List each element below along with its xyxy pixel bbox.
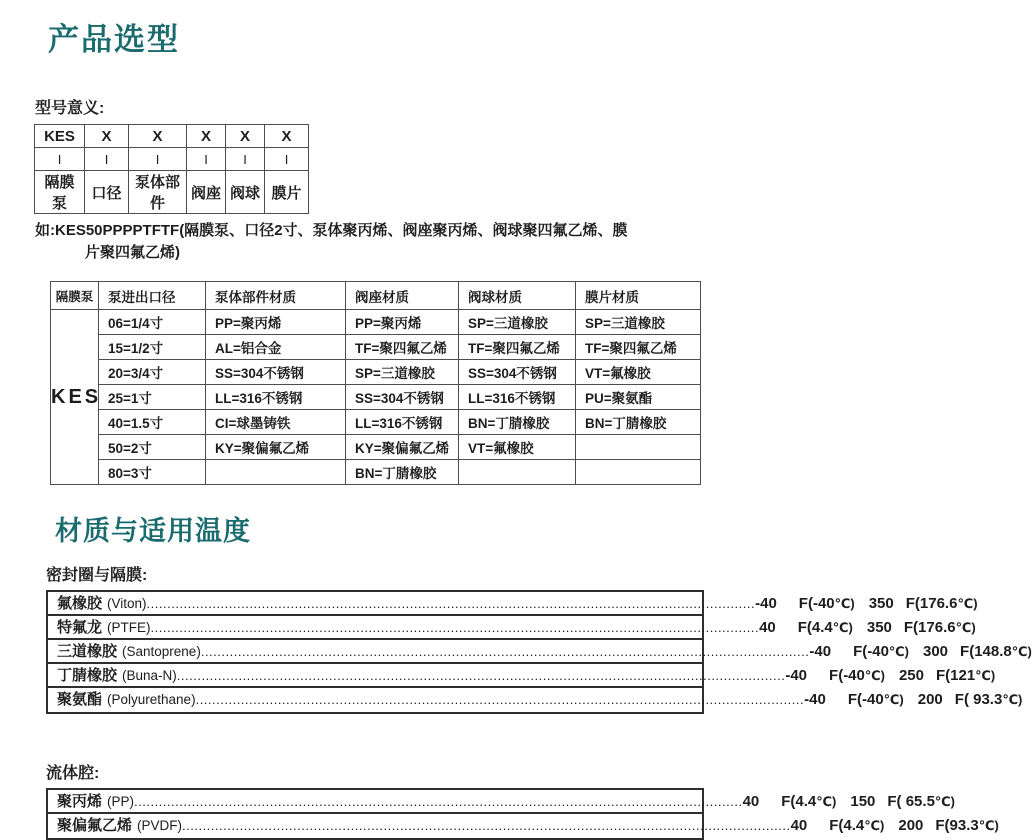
- min-temp-fahrenheit: -40: [809, 643, 832, 660]
- selection-table: [50, 281, 701, 485]
- series-code-cell: KES: [51, 310, 99, 485]
- selection-cell: 15=1/2寸: [99, 335, 206, 360]
- dotted-leader: [151, 616, 760, 639]
- material-name-en: (Buna-N): [122, 668, 177, 683]
- selection-header-cell: 泵进出口径: [99, 282, 206, 310]
- min-temp-celsius: F(-40: [847, 691, 884, 708]
- selection-cell: TF=聚四氟乙烯: [346, 335, 459, 360]
- celsius-unit: ℃): [975, 668, 996, 683]
- seal-membrane-label: 密封圈与隔膜:: [46, 567, 148, 584]
- dotted-leader: [177, 664, 786, 687]
- selection-cell: LL=316不锈钢: [206, 385, 346, 410]
- min-temp-celsius: F(-40: [829, 667, 865, 684]
- model-code-cell: X: [187, 125, 226, 148]
- celsius-unit: ℃): [934, 794, 955, 809]
- model-name-cell: 泵体部件: [129, 171, 187, 214]
- temp-row: [48, 688, 1023, 712]
- selection-cell: 20=3/4寸: [99, 360, 206, 385]
- max-temp-fahrenheit: 200: [898, 817, 924, 834]
- max-temp-celsius: F(176.6: [903, 619, 956, 636]
- min-temp-celsius: F(-40: [798, 595, 835, 612]
- selection-cell: AL=铝合金: [206, 335, 346, 360]
- model-code-cell: X: [129, 125, 187, 148]
- max-temp-celsius: F(176.6: [905, 595, 958, 612]
- selection-cell: TF=聚四氟乙烯: [459, 335, 576, 360]
- material-name-en: (PP): [107, 794, 135, 809]
- dotted-leader: [196, 688, 805, 711]
- celsius-unit: ℃): [1002, 692, 1023, 707]
- celsius-unit: ℃): [816, 794, 837, 809]
- model-code-cell: KES: [35, 125, 85, 148]
- temp-row: [48, 592, 978, 616]
- selection-cell: PP=聚丙烯: [346, 310, 459, 335]
- max-temp-fahrenheit: 350: [866, 619, 892, 636]
- catalog-page: [0, 14, 1032, 834]
- selection-cell: SP=三道橡胶: [459, 310, 576, 335]
- dotted-leader: [147, 592, 756, 615]
- max-temp-fahrenheit: 300: [923, 643, 949, 660]
- selection-cell: [206, 460, 346, 485]
- material-name-cn: 三道橡胶: [57, 643, 118, 660]
- min-temp-celsius: F(4.4: [781, 793, 817, 810]
- selection-cell: CI=球墨铸铁: [206, 410, 346, 435]
- selection-header-cell: 膜片材质: [576, 282, 701, 310]
- selection-cell: SP=三道橡胶: [576, 310, 701, 335]
- min-temp-fahrenheit: -40: [785, 667, 808, 684]
- material-name-en: (Viton): [107, 596, 147, 611]
- selection-cell: 40=1.5寸: [99, 410, 206, 435]
- model-pipe-row: [35, 148, 309, 171]
- selection-cell: SP=三道橡胶: [346, 360, 459, 385]
- model-code-row: [35, 125, 309, 148]
- selection-cell: KY=聚偏氟乙烯: [346, 435, 459, 460]
- max-temp-fahrenheit: 350: [868, 595, 894, 612]
- material-name-cn: 聚偏氟乙烯: [57, 817, 133, 834]
- max-temp-celsius: F(93.3: [935, 817, 979, 834]
- min-temp-fahrenheit: -40: [804, 691, 826, 708]
- model-name-cell: 膜片: [265, 171, 309, 214]
- selection-cell: BN=丁腈橡胶: [459, 410, 576, 435]
- celsius-unit: ℃): [1011, 644, 1032, 659]
- selection-header-cell: 泵体部件材质: [206, 282, 346, 310]
- celsius-unit: ℃): [955, 620, 976, 635]
- selection-cell: [576, 460, 701, 485]
- selection-cell: [459, 460, 576, 485]
- min-temp-celsius: F(-40: [853, 643, 889, 660]
- celsius-unit: ℃): [883, 692, 904, 707]
- celsius-unit: ℃): [888, 644, 909, 659]
- selection-cell: PU=聚氨酯: [576, 385, 701, 410]
- selection-header-cell: 隔膜泵: [51, 282, 99, 310]
- min-temp-fahrenheit: -40: [755, 595, 777, 612]
- model-name-cell: 口径: [85, 171, 129, 214]
- material-name-cn: 特氟龙: [57, 619, 103, 636]
- min-temp-fahrenheit: 40: [790, 817, 808, 834]
- model-code-cell: X: [226, 125, 265, 148]
- selection-cell: 25=1寸: [99, 385, 206, 410]
- selection-cell: LL=316不锈钢: [346, 410, 459, 435]
- temp-row: [48, 616, 976, 640]
- seal-temperature-table: [46, 590, 1032, 714]
- selection-row: [51, 335, 701, 360]
- material-name-cn: 氟橡胶: [57, 595, 103, 612]
- model-code-cell: X: [85, 125, 129, 148]
- max-temp-celsius: F(121: [935, 667, 976, 684]
- dotted-leader: [134, 790, 743, 813]
- material-name-cn: 聚氨酯: [57, 691, 103, 708]
- selection-cell: 06=1/4寸: [99, 310, 206, 335]
- selection-cell: TF=聚四氟乙烯: [576, 335, 701, 360]
- model-pipe-cell: I: [226, 148, 265, 171]
- selection-row: [51, 310, 701, 335]
- fluid-temperature-table: [46, 788, 999, 840]
- selection-cell: VT=氟橡胶: [576, 360, 701, 385]
- model-code-table: [34, 124, 309, 214]
- temp-row: [48, 664, 996, 688]
- selection-row: [51, 410, 701, 435]
- max-temp-fahrenheit: 250: [898, 667, 924, 684]
- material-name-en: (Santoprene): [122, 644, 201, 659]
- celsius-unit: ℃): [864, 668, 885, 683]
- page-title: 产品选型: [48, 22, 180, 57]
- selection-cell: PP=聚丙烯: [206, 310, 346, 335]
- material-name-en: (PVDF): [137, 818, 183, 833]
- dotted-leader: [182, 814, 791, 837]
- material-name-en: (PTFE): [107, 620, 151, 635]
- model-pipe-cell: I: [129, 148, 187, 171]
- material-name-en: (Polyurethane): [107, 692, 196, 707]
- max-temp-fahrenheit: 150: [850, 793, 876, 810]
- model-pipe-cell: I: [35, 148, 85, 171]
- selection-cell: 80=3寸: [99, 460, 206, 485]
- model-name-cell: 隔膜泵: [35, 171, 85, 214]
- temp-row: [48, 790, 955, 814]
- model-name-cell: 阀座: [187, 171, 226, 214]
- max-temp-fahrenheit: 200: [917, 691, 943, 708]
- celsius-unit: ℃): [978, 818, 999, 833]
- temp-row: [48, 814, 999, 838]
- max-temp-celsius: F( 93.3: [954, 691, 1003, 708]
- model-name-row: [35, 171, 309, 214]
- model-pipe-cell: I: [265, 148, 309, 171]
- model-example: [35, 220, 750, 264]
- celsius-unit: ℃): [834, 596, 855, 611]
- selection-row: [51, 385, 701, 410]
- materials-temperature-title: 材质与适用温度: [55, 516, 251, 546]
- selection-cell: KY=聚偏氟乙烯: [206, 435, 346, 460]
- selection-cell: [576, 435, 701, 460]
- material-name-cn: 丁腈橡胶: [57, 667, 118, 684]
- max-temp-celsius: F( 65.5: [887, 793, 935, 810]
- max-temp-celsius: F(148.8: [960, 643, 1012, 660]
- celsius-unit: ℃): [957, 596, 978, 611]
- selection-header-cell: 阀球材质: [459, 282, 576, 310]
- model-code-cell: X: [265, 125, 309, 148]
- material-name-cn: 聚丙烯: [57, 793, 103, 810]
- min-temp-celsius: F(4.4: [829, 817, 865, 834]
- selection-cell: 50=2寸: [99, 435, 206, 460]
- selection-cell: SS=304不锈钢: [206, 360, 346, 385]
- selection-row: [51, 435, 701, 460]
- selection-cell: LL=316不锈钢: [459, 385, 576, 410]
- selection-header-cell: 阀座材质: [346, 282, 459, 310]
- celsius-unit: ℃): [832, 620, 853, 635]
- celsius-unit: ℃): [864, 818, 885, 833]
- selection-header-row: [51, 282, 701, 310]
- selection-cell: VT=氟橡胶: [459, 435, 576, 460]
- min-temp-fahrenheit: 40: [742, 793, 760, 810]
- selection-cell: BN=丁腈橡胶: [346, 460, 459, 485]
- model-pipe-cell: I: [187, 148, 226, 171]
- selection-cell: BN=丁腈橡胶: [576, 410, 701, 435]
- fluid-chamber-label: 流体腔:: [46, 765, 100, 782]
- min-temp-celsius: F(4.4: [797, 619, 833, 636]
- temp-row: [48, 640, 1032, 664]
- min-temp-fahrenheit: 40: [759, 619, 776, 636]
- model-meaning-label: 型号意义:: [35, 100, 105, 117]
- selection-cell: SS=304不锈钢: [346, 385, 459, 410]
- model-example-line2: 片聚四氟乙烯): [85, 244, 180, 261]
- model-name-cell: 阀球: [226, 171, 265, 214]
- model-example-line1: 如:KES50PPPPTFTF(隔膜泵、口径2寸、泵体聚丙烯、阀座聚丙烯、阀球聚四氟乙烯、膜: [35, 222, 628, 239]
- selection-cell: SS=304不锈钢: [459, 360, 576, 385]
- dotted-leader: [201, 640, 810, 663]
- selection-row: [51, 360, 701, 385]
- model-pipe-cell: I: [85, 148, 129, 171]
- selection-row: [51, 460, 701, 485]
